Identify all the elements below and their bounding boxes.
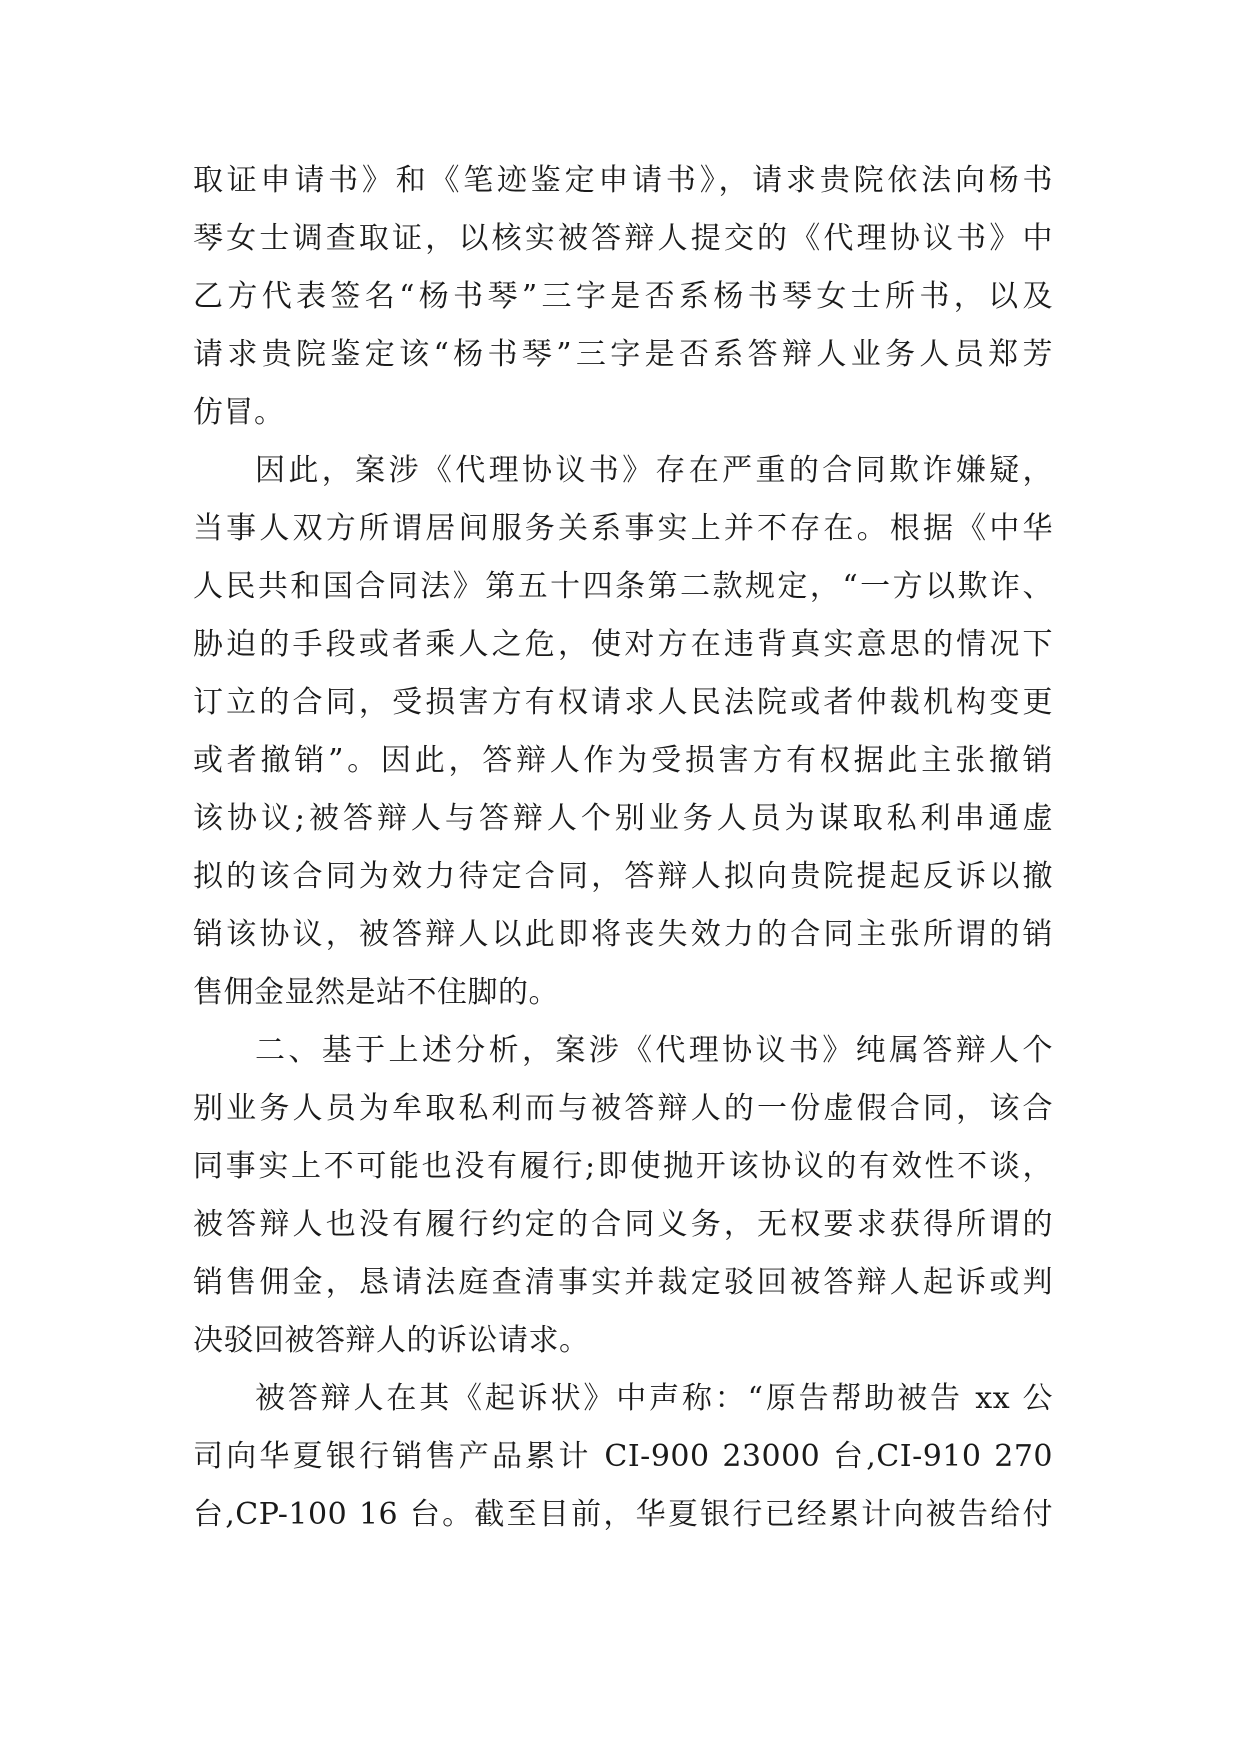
- text-line: 台,CP-100 16 台。截至目前，华夏银行已经累计向被告给付: [193, 1497, 1053, 1532]
- text-line: 人民共和国合同法》第五十四条第二款规定，“一方以欺诈、: [193, 569, 1053, 604]
- text-line: 请求贵院鉴定该“杨书琴”三字是否系答辩人业务人员郑芳: [193, 337, 1053, 372]
- paragraph-2: [193, 442, 1053, 1022]
- text-line: 销售佣金，恳请法庭查清事实并裁定驳回被答辩人起诉或判: [193, 1265, 1053, 1300]
- text-line: 二、基于上述分析，案涉《代理协议书》纯属答辩人个: [255, 1033, 1053, 1068]
- paragraph-4: [193, 1370, 1053, 1544]
- text-line: 订立的合同，受损害方有权请求人民法院或者仲裁机构变更: [193, 685, 1053, 720]
- text-line: 该协议;被答辩人与答辩人个别业务人员为谋取私利串通虚: [193, 801, 1053, 836]
- text-line: 或者撤销”。因此，答辩人作为受损害方有权据此主张撤销: [193, 743, 1053, 778]
- text-line: 销该协议，被答辩人以此即将丧失效力的合同主张所谓的销: [193, 917, 1053, 952]
- paragraph-3: [193, 1022, 1053, 1370]
- document-body: [193, 152, 1053, 1544]
- text-line: 胁迫的手段或者乘人之危，使对方在违背真实意思的情况下: [193, 627, 1053, 662]
- text-line: 取证申请书》和《笔迹鉴定申请书》，请求贵院依法向杨书: [193, 163, 1053, 198]
- text-line: 别业务人员为牟取私利而与被答辩人的一份虚假合同，该合: [193, 1091, 1053, 1126]
- text-line: 售佣金显然是站不住脚的。: [193, 975, 559, 1010]
- text-line: 仿冒。: [193, 395, 285, 430]
- text-line: 乙方代表签名“杨书琴”三字是否系杨书琴女士所书，以及: [193, 279, 1053, 314]
- text-line: 琴女士调查取证，以核实被答辩人提交的《代理协议书》中: [193, 221, 1053, 256]
- text-line: 司向华夏银行销售产品累计 CI-900 23000 台,CI-910 270: [193, 1439, 1053, 1474]
- text-line: 因此，案涉《代理协议书》存在严重的合同欺诈嫌疑，: [255, 453, 1053, 488]
- text-line: 被答辩人在其《起诉状》中声称：“原告帮助被告 xx 公: [255, 1381, 1053, 1416]
- text-line: 拟的该合同为效力待定合同，答辩人拟向贵院提起反诉以撤: [193, 859, 1053, 894]
- text-line: 被答辩人也没有履行约定的合同义务，无权要求获得所谓的: [193, 1207, 1053, 1242]
- text-line: 决驳回被答辩人的诉讼请求。: [193, 1323, 590, 1358]
- text-line: 同事实上不可能也没有履行;即使抛开该协议的有效性不谈，: [193, 1149, 1053, 1184]
- text-line: 当事人双方所谓居间服务关系事实上并不存在。根据《中华: [193, 511, 1053, 546]
- paragraph-1: [193, 152, 1053, 442]
